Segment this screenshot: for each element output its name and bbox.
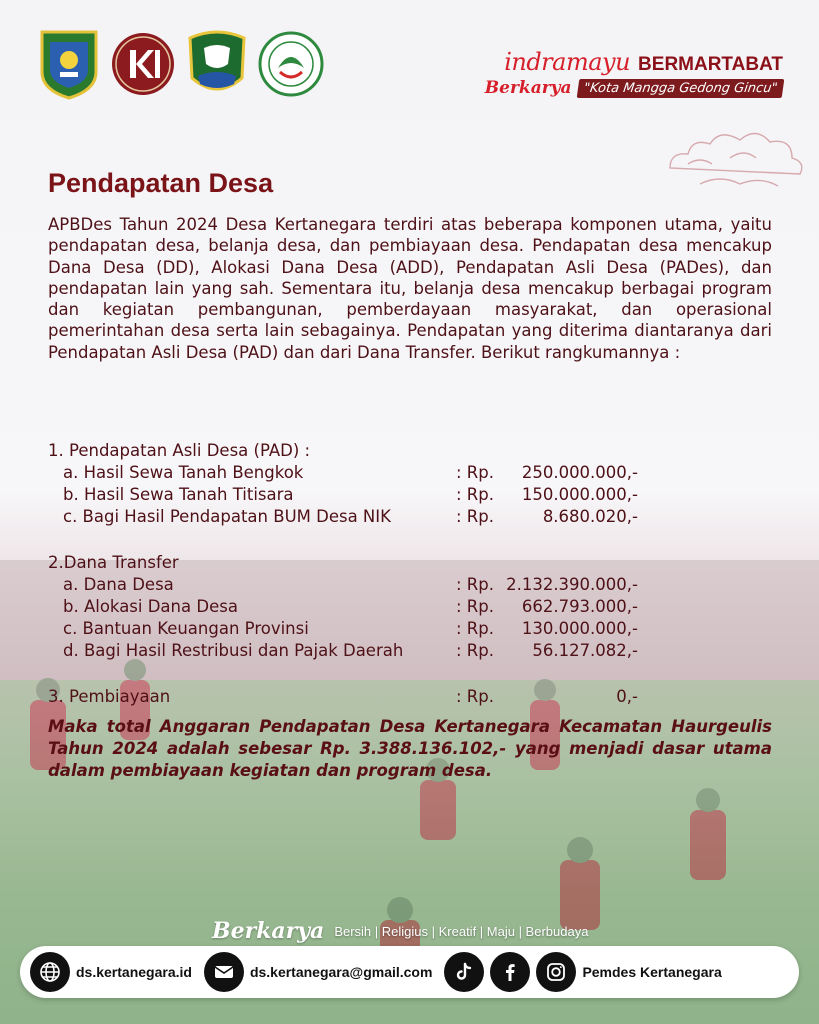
logo-strip bbox=[36, 28, 324, 100]
mail-icon[interactable] bbox=[204, 952, 244, 992]
kementerian-desa-logo bbox=[258, 28, 324, 100]
list-item: b. Hasil Sewa Tanah Titisara : Rp. 150.000.000,- bbox=[63, 485, 638, 504]
list-item: d. Bagi Hasil Restribusi dan Pajak Daerah : Rp. 56.127.082,- bbox=[63, 641, 638, 660]
summary-paragraph: Maka total Anggaran Pendapatan Desa Kertanegara Kecamatan Haurgeulis Tahun 2024 adalah sebesar Rp. 3.388.136.102,- yang menjadi dasar utama dalam pembiayaan kegiatan dan program desa. bbox=[48, 717, 772, 780]
kabupaten-indramayu-logo bbox=[36, 28, 102, 100]
values-tagline bbox=[212, 918, 588, 944]
brand-berkarya: Berkarya bbox=[484, 78, 572, 98]
brand-banner bbox=[485, 48, 783, 98]
list-item: a. Dana Desa : Rp. 2.132.390.000,- bbox=[63, 575, 638, 594]
intro-paragraph: APBDes Tahun 2024 Desa Kertanegara terdiri atas beberapa komponen utama, yaitu pendapatan desa, belanja desa, dan pembiayaan desa. Pendapatan desa mencakup Dana Desa (DD), Alokasi Dana Desa (ADD), Pendapatan Asli Desa (PADes), dan pendapatan lain yang sah. Sementara itu, belanja desa mencakup berbagai program dan kegiatan pembangunan, pemberdayaan masyarakat, dan operasional pemerintahan desa serta lain sebagainya. Pendapatan yang diterima diantaranya dari Pendapatan Asli Desa (PAD) dan dari Dana Transfer. Berikut rangkumannya : bbox=[48, 215, 772, 362]
list-item: a. Hasil Sewa Tanah Bengkok : Rp. 250.000.000,- bbox=[63, 463, 638, 482]
section-title: 1. Pendapatan Asli Desa (PAD) : bbox=[48, 441, 311, 460]
list-item: c. Bantuan Keuangan Provinsi : Rp. 130.000.000,- bbox=[63, 619, 638, 638]
website-link[interactable]: ds.kertanegara.id bbox=[76, 964, 192, 980]
page-title: Pendapatan Desa bbox=[48, 168, 274, 198]
tagline-values: Bersih | Religius | Kreatif | Maju | Berbudaya bbox=[334, 923, 589, 939]
brand-tagline: "Kota Mangga Gedong Gincu" bbox=[576, 79, 784, 98]
section-dana-transfer bbox=[48, 552, 688, 662]
cloud-ornament bbox=[660, 118, 810, 198]
list-item: c. Bagi Hasil Pendapatan BUM Desa NIK : Rp. 8.680.020,- bbox=[63, 507, 638, 526]
jawa-barat-logo bbox=[184, 28, 250, 100]
contact-footer bbox=[20, 946, 799, 998]
brand-script: indramayu bbox=[504, 48, 631, 76]
social-handle[interactable]: Pemdes Kertanegara bbox=[582, 964, 722, 980]
globe-icon[interactable] bbox=[30, 952, 70, 992]
section-title: 2.Dana Transfer bbox=[48, 553, 179, 572]
instagram-icon[interactable] bbox=[536, 952, 576, 992]
brand-bold: BERMARTABAT bbox=[638, 54, 783, 75]
section-pad bbox=[48, 440, 688, 528]
section-pembiayaan: 3. Pembiayaan : Rp. 0,- bbox=[48, 687, 638, 706]
facebook-icon[interactable] bbox=[490, 952, 530, 992]
tagline-berkarya: Berkarya bbox=[212, 918, 325, 944]
email-link[interactable]: ds.kertanegara@gmail.com bbox=[249, 964, 433, 980]
ki-logo bbox=[110, 28, 176, 100]
tiktok-icon[interactable] bbox=[444, 952, 484, 992]
list-item: b. Alokasi Dana Desa : Rp. 662.793.000,- bbox=[63, 597, 638, 616]
section-title: 3. Pembiayaan bbox=[48, 687, 171, 706]
